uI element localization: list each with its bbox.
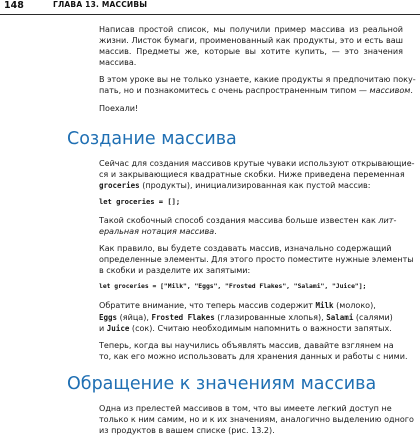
intro-paragraph-1	[99, 24, 403, 68]
inline-code: Salami	[326, 312, 354, 322]
text-run: .	[410, 86, 413, 96]
text-run: (сок). Считаю необходимым напомнить о важности запятых.	[129, 323, 392, 333]
code-snippet-groceries-array: let groceries = ["Milk", "Eggs", "Frosted Flakes", "Salami", "Juice"];	[99, 283, 367, 291]
inline-code: groceries	[99, 180, 140, 190]
italic-term: еральная нотация массива	[99, 227, 215, 237]
page-number: 148	[4, 0, 24, 11]
section1-paragraph-4	[99, 300, 403, 333]
section-heading-access-values: Обращение к значениям массива	[67, 373, 377, 394]
section1-paragraph-3	[99, 243, 414, 276]
text-run: Обратите внимание, что теперь массив содержит	[99, 301, 316, 311]
text-line: Теперь, когда вы научились объявлять массив, давайте взглянем на	[99, 340, 394, 350]
italic-term: массивом	[369, 86, 411, 96]
text-line: определенные элементы. Для этого просто поместите нужные элементы	[99, 255, 414, 265]
text-line: массив. Предметы же, которые вы хотите купить, — это значения	[99, 47, 403, 57]
text-run: и	[99, 323, 107, 333]
text-line: из продуктов в вашем списке (рис. 13.2).	[99, 426, 275, 436]
text-line	[99, 312, 403, 323]
text-line	[99, 226, 403, 237]
text-line: в скобки и разделите их запятыми:	[99, 266, 251, 276]
running-header	[0, 0, 420, 15]
text-run: (молоко),	[333, 301, 376, 311]
text-line: только к ним самим, но и к их значениям, аналогично выделению одного	[99, 414, 414, 424]
inline-code: Eggs	[99, 312, 118, 322]
text-line: Сейчас для создания массивов крутые чуваки используют открывающие-	[99, 158, 415, 168]
section1-paragraph-5	[99, 340, 408, 362]
text-line: Одна из прелестей массивов в том, что вы имеете легкий доступ не	[99, 403, 392, 413]
text-line	[99, 215, 403, 226]
text-line: то, как его можно использовать для хранения данных и работы с ними.	[99, 351, 408, 361]
text-line: Как правило, вы будете создавать массив, изначально содержащий	[99, 244, 392, 254]
intro-paragraph-3: Поехали!	[99, 103, 139, 113]
section-heading-create-array: Создание массива	[67, 128, 237, 149]
inline-code: Milk	[315, 301, 334, 311]
text-line	[99, 300, 403, 311]
intro-paragraph-2	[99, 74, 416, 96]
text-run: (салями)	[353, 312, 393, 322]
text-run: (глазированные хлопья),	[214, 312, 327, 322]
text-line: массива.	[99, 58, 137, 68]
inline-code: Frosted Flakes	[151, 312, 215, 322]
text-line: жизни. Листок бумаги, проименованный как продукты, это и есть ваш	[99, 36, 403, 46]
text-run: (продукты), инициализированная как пустой массив:	[139, 180, 371, 190]
text-line	[99, 323, 403, 334]
text-run: (яйца),	[117, 312, 152, 322]
code-snippet-empty-array: let groceries = [];	[99, 196, 181, 206]
chapter-title: ГЛАВА 13. МАССИВЫ	[53, 0, 148, 9]
text-line: ся и закрывающиеся квадратные скобки. Ниже приведена переменная	[99, 169, 405, 179]
italic-term: лит-	[378, 215, 397, 225]
text-line	[99, 85, 413, 96]
text-line	[99, 180, 403, 191]
page-body	[67, 24, 416, 442]
text-line: В этом уроке вы не только узнаете, какие продукты я предпочитаю поку-	[99, 75, 416, 85]
text-run: Такой скобочный способ создания массива больше известен как	[99, 215, 379, 225]
text-run: пать, но и познакомитесь с очень распространенным типом —	[99, 86, 370, 96]
section1-paragraph-2	[99, 215, 403, 237]
text-run: .	[214, 227, 217, 237]
inline-code: Juice	[106, 323, 130, 333]
text-line: Написав простой список, мы получили пример массива из реальной	[99, 25, 403, 34]
section1-paragraph-1	[99, 158, 415, 191]
